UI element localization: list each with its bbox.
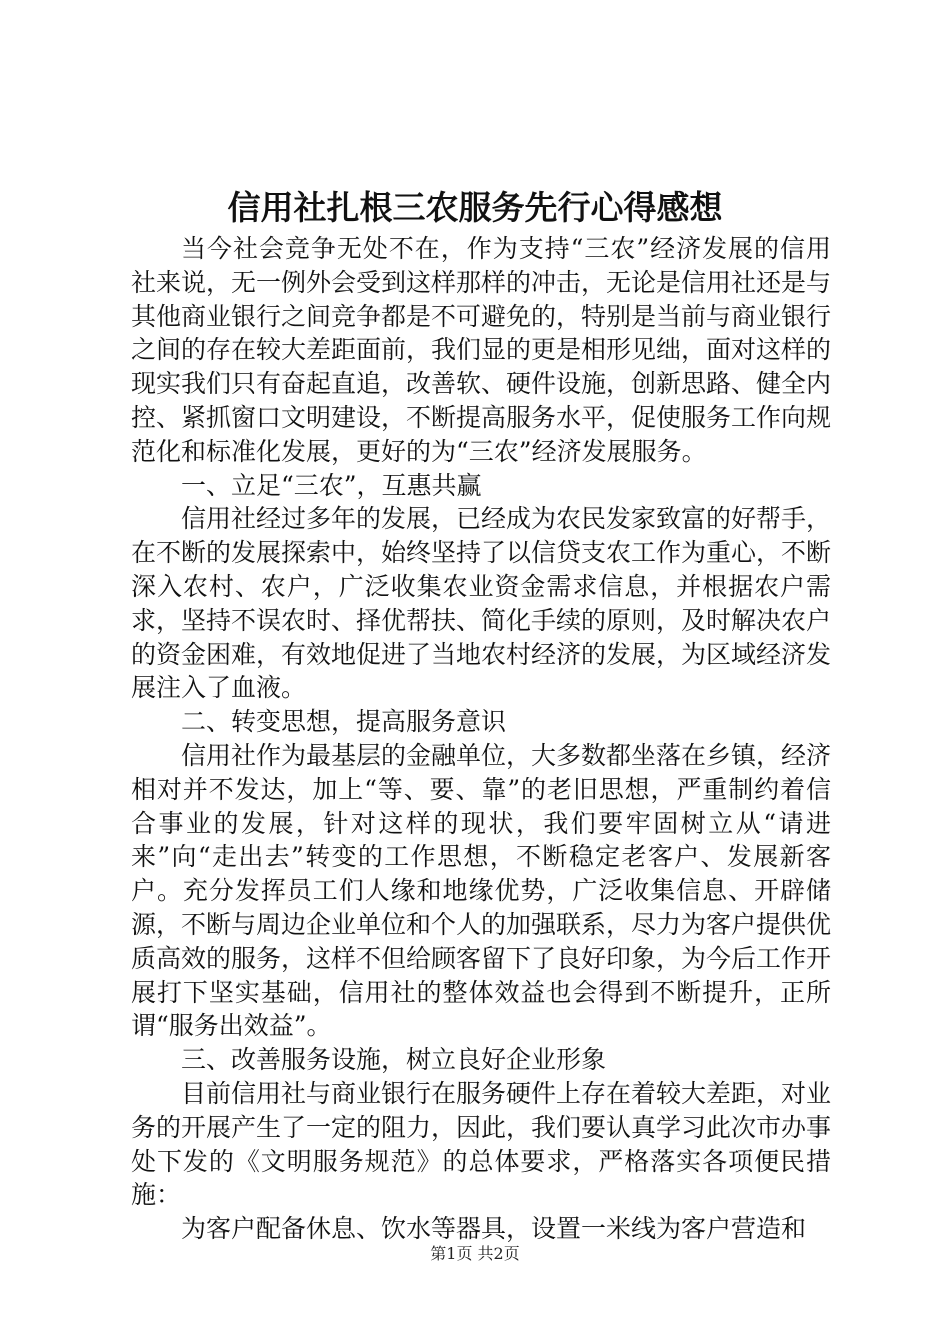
paragraph-intro: 当今社会竞争无处不在，作为支持“三农”经济发展的信用社来说，无一例外会受到这样那样的冲击，无论是信用社还是与其他商业银行之间竞争都是不可避免的，特别是当前与商业银行之间的存在较大差距面前，我们显的更是相形见绌，面对这样的现实我们只有奋起直追，改善软、硬件设施，创新思路、健全内控、紧抓窗口文明建设，不断提高服务水平，促使服务工作向规范化和标准化发展，更好的为“三农”经济发展服务。: [131, 234, 832, 466]
page-number-footer: 第1页 共2页: [430, 1244, 520, 1263]
document-body: [131, 232, 831, 1246]
document-title: 信用社扎根三农服务先行心得感想: [227, 188, 723, 227]
section-heading-2: 二、转变思想，提高服务意识: [181, 707, 507, 737]
paragraph-section-3-cont: 为客户配备休息、饮水等器具，设置一米线为客户营造和: [181, 1214, 807, 1244]
section-heading-3: 三、改善服务设施，树立良好企业形象: [181, 1045, 607, 1075]
paragraph-section-2: 信用社作为最基层的金融单位，大多数都坐落在乡镇，经济相对并不发达，加上“等、要、靠”的老旧思想，严重制约着信合事业的发展，针对这样的现状，我们要牢固树立从“请进来”向“走出去”转变的工作思想，不断稳定老客户、发展新客户。充分发挥员工们人缘和地缘优势，广泛收集信息、开辟储源，不断与周边企业单位和个人的加强联系，尽力为客户提供优质高效的服务，这样不但给顾客留下了良好印象，为今后工作开展打下坚实基础，信用社的整体效益也会得到不断提升，正所谓“服务出效益”。: [131, 740, 832, 1041]
paragraph-section-3: 目前信用社与商业银行在服务硬件上存在着较大差距，对业务的开展产生了一定的阻力，因此，我们要认真学习此次市办事处下发的《文明服务规范》的总体要求，严格落实各项便民措施：: [131, 1078, 832, 1210]
section-heading-1: 一、立足“三农”，互惠共赢: [181, 470, 482, 500]
paragraph-section-1: 信用社经过多年的发展，已经成为农民发家致富的好帮手，在不断的发展探索中，始终坚持了以信贷支农工作为重心，不断深入农村、农户，广泛收集农业资金需求信息，并根据农户需求，坚持不误农时、择优帮扶、简化手续的原则，及时解决农户的资金困难，有效地促进了当地农村经济的发展，为区域经济发展注入了血液。: [131, 504, 832, 703]
